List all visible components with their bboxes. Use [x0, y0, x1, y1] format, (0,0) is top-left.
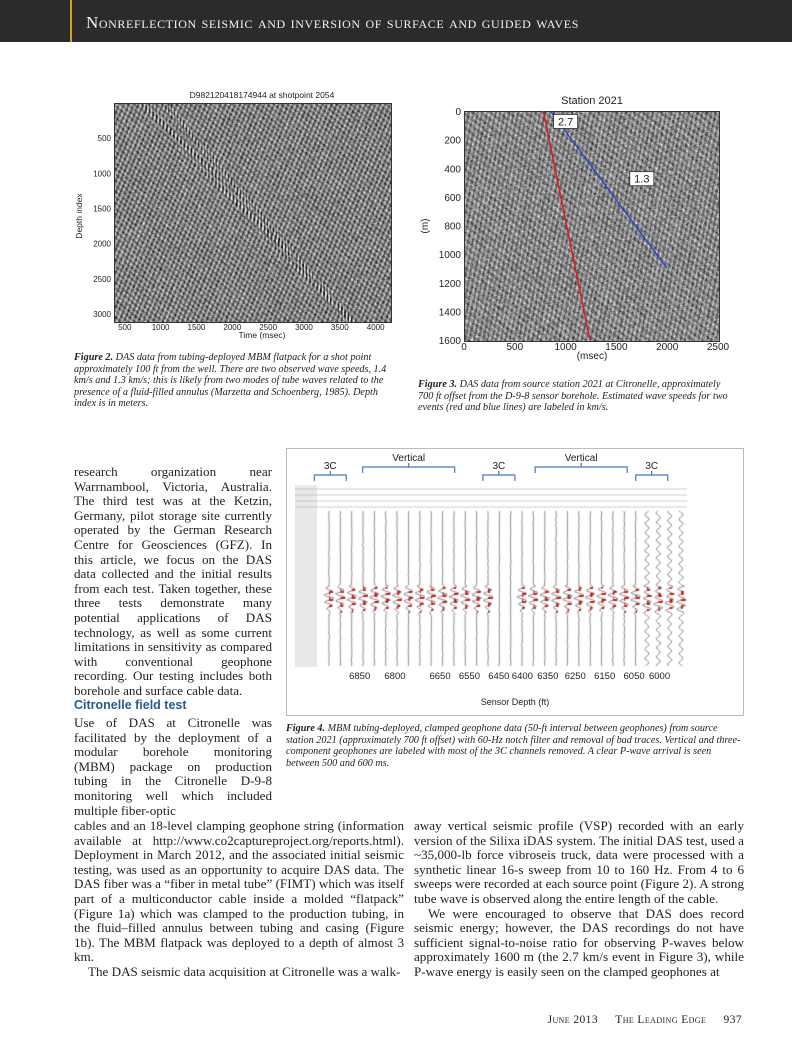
page-footer	[534, 1014, 742, 1026]
figure-4-group-label: 3C	[492, 461, 506, 472]
figure-4-xtick: 6350	[537, 671, 559, 682]
left-column-narrow	[74, 716, 272, 818]
figure-2-xtick: 4000	[366, 323, 385, 332]
figure-4-group-bracket	[314, 471, 346, 481]
figure-4	[286, 448, 744, 716]
figure-2-caption-text: DAS data from tubing-deployed MBM flatpack for a shot point approximately 100 ft from the well. There are two observed wave speeds, 1.4 km/s and 1.3 km/s; this is likely from two modes of tube waves related to the presence of a fluid-filled annulus (Marzetta and Schoenberg, 1985). Depth index is in meters.	[74, 352, 387, 410]
figure-2-ytick: 500	[97, 134, 111, 144]
figure-3-ytick: 600	[444, 192, 461, 204]
footer-journal: The Leading Edge	[615, 1014, 707, 1026]
figure-4-group-bracket	[363, 463, 455, 473]
figure-3-caption	[418, 379, 738, 414]
figure-2-xtick: 3500	[330, 323, 349, 332]
paragraph-vsp: away vertical seismic profile (VSP) recorded with an early version of the Silixa iDAS system. The initial DAS test, used a ~35,000-lb force vibroseis truck, data were processed with a synthetic linear 16-s sweep from 10 to 160 Hz. From 4 to 6 sweeps were recorded at each source point (Figure 2). A strong tube wave is observed along the entire length of the cable.	[414, 818, 744, 906]
figure-4-xtick: 6250	[564, 671, 586, 682]
figure-3-xtick: 2000	[656, 342, 679, 353]
paragraph-acquisition: The DAS seismic data acquisition at Citronelle was a walk-	[88, 963, 401, 979]
figure-2-xtick: 1500	[187, 323, 206, 332]
paragraph-citronelle-start: Use of DAS at Citronelle was facilitated by the deployment of a modular borehole monitoring (MBM) package on production tubing in the Citronelle D-9-8 monitoring well which included multiple fiber-optic	[74, 715, 272, 818]
figure-4-xaxis	[287, 667, 745, 717]
figure-4-group-label: 3C	[645, 461, 659, 472]
paragraph-citronelle-deploy: cables and an 18-level clamping geophone string (information available at http://www.co2captureproject.org/reports.html). Deployment in March 2012, and the associated initial seismic testing, was used as an opportunity to acquire DAS data. The DAS fiber was a “fiber in metal tube” (FIMT) which was itself part of a multiconductor cable inside a molded “flatpack” (Figure 1a) which was clamped to the production tubing, in the fluid–filled annulus between tubing and casing (Figure 1b). The MBM flatpack was deployed to a depth of almost 3 km.	[74, 818, 404, 965]
figure-3-annotation-label: 2.7	[557, 116, 574, 129]
figure-3-red-event-line	[543, 111, 590, 340]
figure-2-xtick: 2500	[259, 323, 278, 332]
figure-3-xtick: 0	[461, 342, 467, 353]
figure-3-caption-text: DAS data from source station 2021 at Citronelle, approximately 700 ft offset from the D-9-8 sensor borehole. Estimated wave speeds for two events (red and blue lines) are labeled in km/s.	[418, 379, 728, 414]
figure-4-xtick: 6800	[384, 671, 406, 682]
figure-4-xtick: 6650	[429, 671, 451, 682]
figure-3-ytick: 1400	[438, 307, 461, 319]
figure-4-group-bracket	[483, 471, 515, 481]
figure-3-ytick: 1600	[438, 336, 461, 347]
figure-3-ytick: 400	[444, 164, 461, 176]
footer-date: June 2013	[547, 1014, 598, 1026]
header-accent-bar	[70, 0, 72, 42]
figure-4-xtick: 6150	[594, 671, 616, 682]
figure-4-group-bracket	[535, 463, 627, 473]
figure-4-caption	[286, 723, 744, 769]
footer-page-number: 937	[723, 1014, 742, 1026]
figure-4-xtick: 6400	[511, 671, 533, 682]
figure-2-xtick: 3000	[295, 323, 313, 332]
figure-3-caption-label: Figure 3.	[418, 379, 458, 390]
figure-2-ytick: 1500	[93, 204, 111, 214]
figure-3-annotation-label: 1.3	[634, 173, 650, 186]
figure-2-ylabel: Depth index	[74, 193, 84, 239]
figure-4-caption-text: MBM tubing-deployed, clamped geophone data (50-ft interval between geophones) from source station 2021 (approximately 700 ft offset) with 60-Hz notch filter and removal of bad traces. Vertical and three-component geophones are labeled with most of the 3C channels removed. A clear P-wave arrival is seen between 500 and 600 ms.	[286, 723, 741, 769]
figure-4-xtick: 6550	[458, 671, 481, 682]
figure-3-ytick: 1200	[438, 278, 461, 290]
figure-3-ytick: 200	[444, 135, 461, 147]
figure-3-ytick: 0	[455, 107, 461, 118]
figure-2-xlabel: Time (msec)	[238, 330, 286, 340]
figure-4-group-label: Vertical	[392, 453, 426, 464]
figure-4-group-bracket	[636, 471, 668, 481]
figure-4-xtick: 6000	[648, 671, 671, 682]
figure-2-title: D982120418174944 at shotpoint 2054	[189, 90, 335, 100]
section-heading: Citronelle field test	[74, 698, 187, 712]
figure-3-ytick: 1000	[438, 250, 461, 262]
figure-4-xtick: 6450	[488, 671, 510, 682]
figure-3-xtick: 1500	[605, 342, 628, 353]
figure-3-title: Station 2021	[561, 95, 623, 107]
figure-2-ytick: 1000	[93, 169, 111, 179]
right-column	[414, 819, 744, 980]
paragraph-intro: research organization near Warrnambool, Victoria, Australia. The third test was at the Ketzin, Germany, pilot storage site currently operated by the German Research Centre for Geosciences (GFZ). In this article, we focus on the DAS data collected and the initial results from each test. Taken together, these three tests demonstrate many potential applications of DAS technology, as well as some current limitations in sensitivity as compared with conventional geophone recording. Our testing includes both borehole and surface cable data.	[74, 464, 272, 698]
figure-2-ytick: 2000	[93, 239, 111, 249]
figure-2-xtick: 1000	[151, 323, 170, 332]
figure-3-xlabel: (msec)	[576, 351, 608, 362]
figure-3	[418, 86, 738, 364]
figure-2-xtick: 2000	[223, 323, 242, 332]
figure-2-ytick: 3000	[93, 309, 111, 319]
figure-3-annotations	[464, 111, 718, 340]
figure-3-ytick: 800	[444, 221, 461, 233]
left-column-bottom	[74, 819, 404, 980]
figure-2-ytick: 2500	[93, 274, 111, 284]
figure-4-xtick: 6050	[623, 671, 645, 682]
left-column-top	[74, 465, 272, 699]
figure-2-xtick: 500	[118, 323, 132, 332]
figure-3-xtick: 1000	[554, 342, 577, 353]
figure-4-caption-label: Figure 4.	[286, 723, 326, 734]
figure-2-caption	[74, 352, 394, 410]
figure-2-seismic-image	[114, 103, 392, 323]
figure-4-geophone-traces	[295, 485, 687, 667]
figure-4-xtick: 6850	[349, 671, 371, 682]
paragraph-encouraged: We were encouraged to observe that DAS does record seismic energy; however, the DAS recordings do not have sufficient signal-to-noise ratio for observing P-waves below approximately 1600 m (the 2.7 km/s event in Figure 3), while P-wave energy is easily seen on the clamped geophones at	[414, 905, 744, 979]
figure-3-ylabel: (m)	[420, 218, 431, 234]
figure-3-xtick: 500	[506, 342, 524, 353]
figure-3-xtick: 2500	[706, 342, 730, 353]
header-title: Nonreflection seismic and inversion of surface and guided waves	[86, 13, 579, 32]
figure-4-group-label: Vertical	[564, 453, 598, 464]
figure-2	[72, 86, 392, 348]
figure-4-group-label: 3C	[323, 461, 337, 472]
running-header	[0, 0, 792, 42]
figure-2-caption-label: Figure 2.	[74, 352, 114, 363]
figure-4-xlabel: Sensor Depth (ft)	[480, 697, 550, 707]
figure-3-blue-event-line	[550, 111, 667, 268]
